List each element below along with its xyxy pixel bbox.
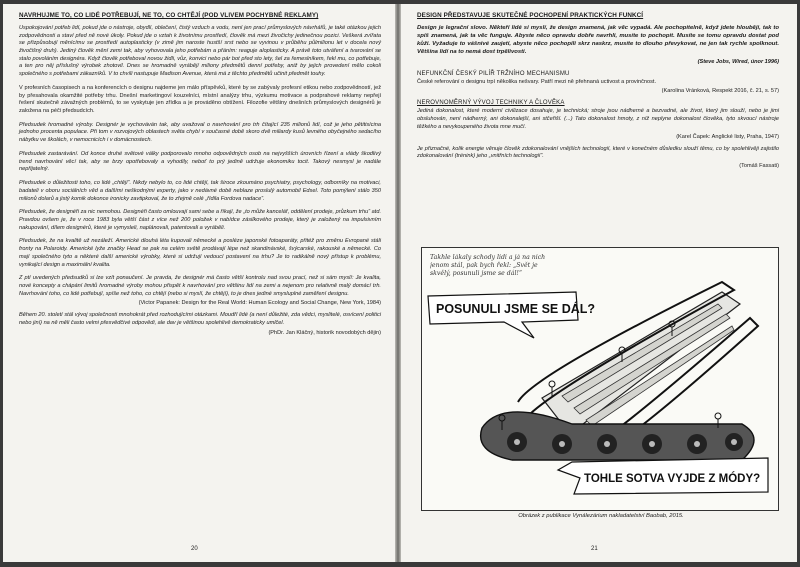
- left-heading: NAVRHUJME TO, CO LIDÉ POTŘEBUJÍ, NE TO, CO CHTĚJÍ (POD VLIVEM POCHYBNÉ REKLAMY): [19, 12, 319, 19]
- paragraph: České referování o designu trpí několika nešvary. Patří mezi ně přehnaná uctivost a provinčnost.: [417, 78, 656, 85]
- right-page: [401, 4, 797, 562]
- citation: (PhDr. Jan Kláčný, historik novodobých dějin): [268, 329, 381, 336]
- figure-caption: Obrázek z publikace Vynálezárium nakladatelství Baobab, 2015.: [518, 513, 684, 519]
- paragraph: Předsudek o důležitosti toho, co lidé „chtějí“. Nikdy nebylo to, co lidé chtějí, tak široce zkoumáno psychiatry, psychology, odborníky na motivaci, badateli v oboru sociálních věd a dalšími neškodnými experty, jako v nedávné době neblaze proslulý automobil Edsel. Toto pomýlení stálo 350 milionů dolarů a jistý komik dokonce ironicky zavtipkoval, že to zřejmě celé „řídila Fordova nadace“.: [19, 180, 381, 202]
- left-page: [3, 4, 395, 562]
- citation: (Karel Čapek: Anglické listy, Praha, 1947): [676, 133, 779, 140]
- paragraph: Předsudek, že designéři za nic nemohou. Designéři často omlouvají sami sebe a říkají, že „to může kancelář, oddělení prodeje, průzkum trhu“ atd. Pravdou ovšem je, že v roce 1983 byla větší část z více než 200 položek v nabídce zásilkového prodeje, který je založený na impulsivním nakupování, dílem designérů, které je vymysleli, naplánovali, patentovali a vyráběli.: [19, 209, 381, 231]
- citation: (Victor Papanek: Design for the Real World: Human Ecology and Social Change, New York, 1984): [138, 300, 381, 307]
- cartoon-top-text: POSUNULI JSME SE DÁL?: [436, 302, 596, 316]
- paragraph: Je přiznačné, kolik energie věnuje člověk zdokonalování vnějších technologií, které v konečném důsledku slouží těmu, co by spolehlivěji zajistilo zdokonalování (trénink) jeho „vnitřních technologií“.: [417, 145, 779, 160]
- right-heading: DESIGN PŘEDSTAVUJE SKUTEČNÉ POCHOPENÍ PRAKTICKÝCH FUNKCÍ: [417, 12, 644, 19]
- paragraph: Během 20. století stál vývoj společnosti mnohokrát před rozhodujícími otázkami. Moudří lidé (a není důležité, zda vědci, myslitelé, osvícení politici nebo jiní) na ně měli často velmi přesvědčivé odpovědi, ale dav je většinou spolehlivě demokraticky umlčel.: [19, 312, 381, 327]
- citation: (Tomáš Fassati): [739, 163, 779, 170]
- handwritten-note: Takhle lákaly schody lidi a já na nich jenom stál, pak bych řekl: „Svět je skvělý, posunuli jsme se dál!“: [430, 254, 546, 278]
- paragraph: Uspokojování potřeb lidí, pokud jde o nástroje, obydlí, oblečení, čistý vzduch a vodu, není jen prací průmyslových návrhářů, je také otázkou jejich zodpovědnosti a staví před ně nové úkoly. Pokud jde o vztah k životnímu prostředí, člověk má mezi živočichy jedinečnou pozici. Veškerá zvířata se přizpůsobují měnícímu se prostředí autoplasticky (v zimě jim naroste hustší srst nebo se vyvinou v průběhu půlmilionu let v docela nový živočišný druh). Jediný člověk mění zemi tak, aby vyhovovala jeho potřebám a přáním: reaguje aloplasticky. A právě toto utváření a tvarování se stalo povoláním designéra. Když člověk potřeboval novou židli, vůz, konvici nebo pár bot před sto lety, šel za řemeslníkem, řekl mu, co potřebuje, a ten pro něj příslušný výrobek zhotovil. Dnes se hromadně vyrábějí miliony předmětů denní potřeby, aniž by jejich provedení mělo cokoli společného s potřebami zákazníků. V to chvíli nastupuje Madison Avenue, která má z těchto předmětů učinit předmět touhy.: [19, 24, 381, 78]
- paragraph: Předsudek zastarávání. Od konce druhé světové války podporovalo mnoho odpovědných osob na nejvyšších úrovních řízení a vlády škodlivý trend navrhování věcí tak, aby se brzy opotřebovaly a vyhodily, neboť to prý jedině udržuje ekonomiku tocit. Takový nesmysl je nadále nepřijatelný.: [19, 150, 381, 173]
- escalator-cartoon: [421, 247, 779, 511]
- jobs-quote: Design je legrační slovo. Někteří lidé si myslí, že design znamená, jak věc vypadá. Ale pochopitelně, když jdete hlouběji, tak to spíš znamená, jak ta věc funguje. Abyste něco opravdu dobře navrhli, musíte to pochopit. Musíte se tomu opravdu dostat pod kůži. Vyžaduje to vášnivé zaujetí, abyste něco pochopili skrz naskrz, musíte to dlouho převykovat, ne jen tak rychle spolknout. Většina lidí na to nemá dost trpělivosti.: [417, 24, 779, 55]
- subheading: NEFUNKČNÍ ČESKÝ PILÍŘ TRŽNÍHO MECHANISMU: [417, 70, 570, 77]
- citation: (Karolina Vránková, Respekt 2016, č. 21, s. 57): [661, 88, 779, 95]
- paragraph: V profesních časopisech a na konferencích o designu najdeme jen málo příspěvků, které by se zabývaly profesní etikou nebo zodpovědností, jež by přesahovala okamžité potřeby trhu. Dnešní marketingoví kouzelníci, místní analýzy trhu, výzkumu motivace a podprahové reklamy nepřejí řešení skutečně závažných problémů, to se vyskytuje jen zřídka a je prováděno obtížení. Filozofie většiny dnešních průmyslových designérů je založena na péči předsudcích.: [19, 84, 381, 115]
- paragraph: Předsudek, že na kvalitě už nezáleží. Americké dlouhá léta kupovali německé a posléze japonské fotoaparáty, přitéž pro změnu Evropané stáli fronty na Polaroidy. Americké lyže značky Head se pak na celém světě prodávají lépe než skandinávské, švýcarské, rakouské a německé. Co mají společného tyto a některé další americké výrobky, které si udržují vedoucí postavení na trhu? Je to radikálně nový přístup k problému, vynikající design a maximální kvalita.: [19, 238, 381, 268]
- cartoon-bottom-text: TOHLE SOTVA VYJDE Z MÓDY?: [584, 473, 761, 485]
- citation: (Steve Jobs, Wired, únor 1996): [697, 58, 779, 65]
- paragraph: Předsudek hromadné výroby. Designér je vychováván tak, aby uvažoval o navrhování pro trh čítající 235 milionů lidí, což je jeho pětitisícina jednoho procenta populace. Při tom v rozvojových oblastech světa chybí v současné době skoro dvě miliardy kusů levného obyčejného sedacího nábytku ve školách, v nemocnicích i v domácnostech.: [19, 121, 381, 144]
- subheading: NEROVNOMĚRNÝ VÝVOJ TECHNIKY A ČLOVĚKA: [417, 100, 565, 107]
- page-number: 21: [591, 546, 598, 552]
- paragraph: Jediná dokonalost, které moderní civilizace dosahuje, je technická; stroje jsou nádherné a bezvadné, ale život, který jim slouží, nebo je jimi obsluhován, není nádherný, ani dokonalejší, ani stčeřiší. (...) Tato dokonalost hmoty, z níž neplyne dokonalost člověka, tyto skvoucí nástroje těžkého a nevykoupeného života mne mučí.: [417, 108, 779, 130]
- paragraph: Z ptí uvedených předsudků si lze vzít ponaučení. Je pravda, že designér má často větší kontrolu nad svou prací, než si sám myslí: Je kvalita, nové koncepty a chápání limitů hromadné výroby mohou přispět k navrhování pro většinu lidí na zemi a nejenom pro relativně malý domácí trh. Navrhování toho, co lidé potřebují, spíše než toho, co chtějí (nebo si myslí, že chtějí), to je dnes jediné smysluplné zaměření designu.: [19, 275, 381, 297]
- page-number: 20: [191, 546, 198, 552]
- cartoon-illustration: [422, 248, 778, 510]
